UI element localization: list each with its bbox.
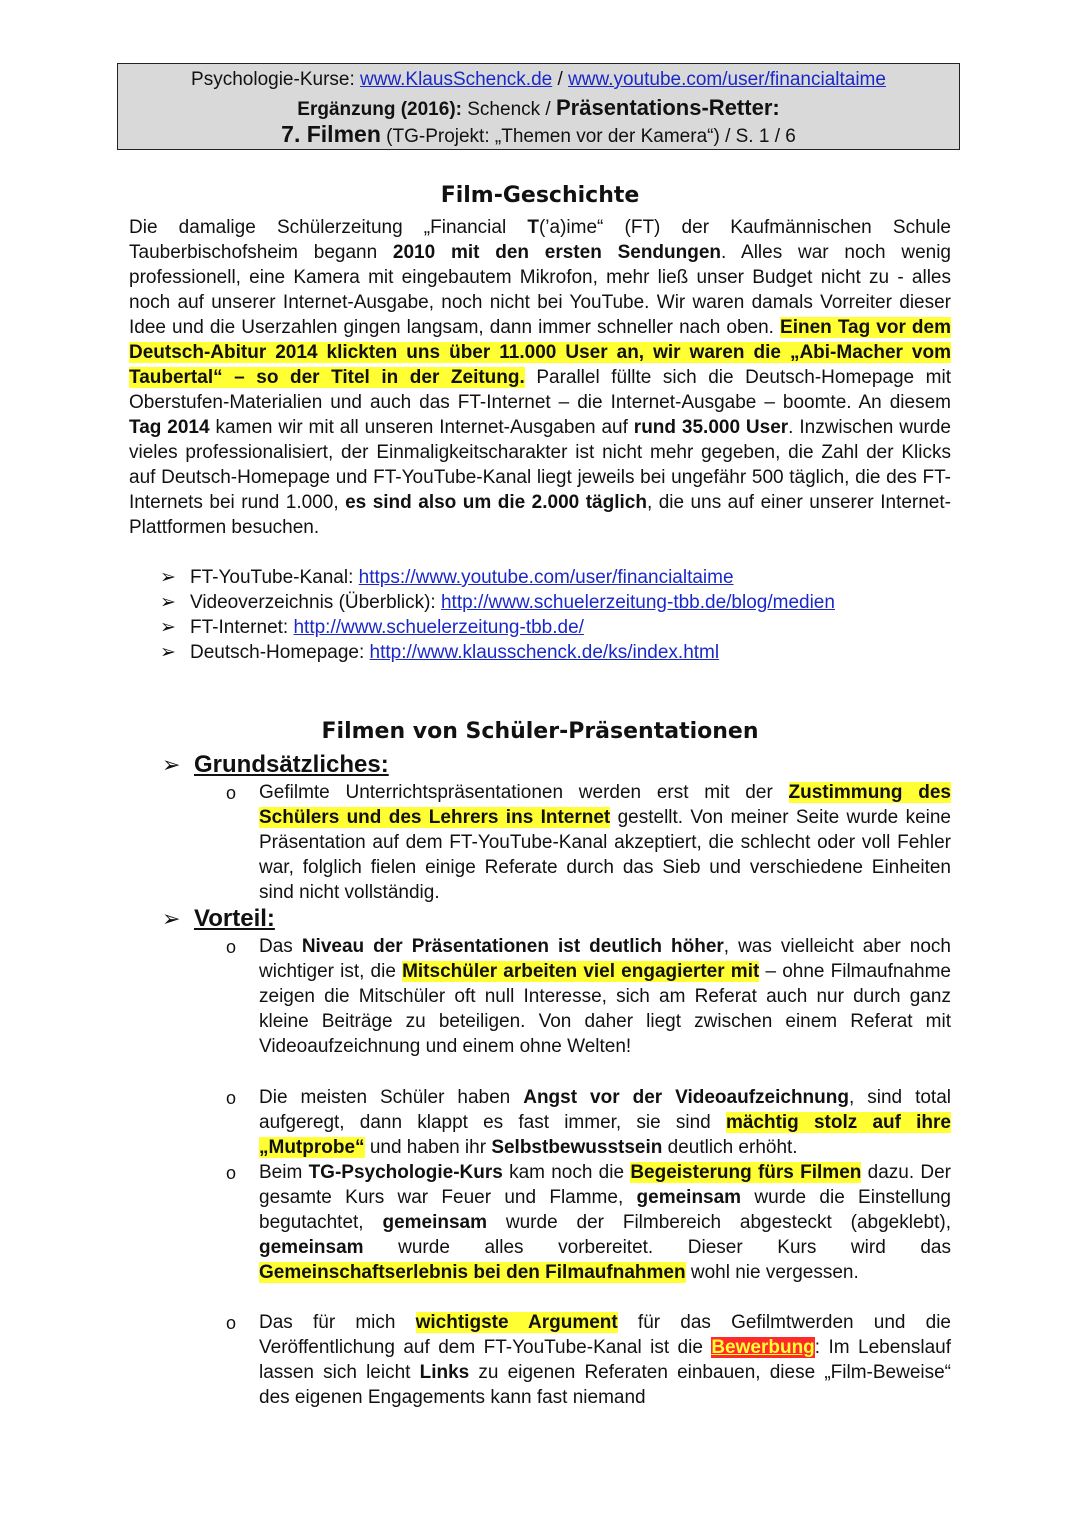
- header-line-2: [118, 95, 959, 121]
- circle-bullet-icon: o: [226, 937, 237, 957]
- circle-bullet-icon: o: [226, 1313, 237, 1333]
- header-author: Schenck /: [461, 99, 556, 120]
- arrow-bullet-icon: ➢: [160, 617, 176, 638]
- klausschenck-link[interactable]: www.KlausSchenck.de: [360, 69, 553, 90]
- arrow-bullet-icon: ➢: [160, 642, 176, 663]
- advantage-bullet-1: Das Niveau der Präsentationen ist deutlich höher, was vielleicht aber noch wichtiger ist, die Mitschüler arbeiten viel engagierter mit – ohne Filmaufnahme zeigen die Mitschüler oft null Interesse, sich am Referat auch nur durch ganz kleine Beiträge zu beteiligen. Von daher liegt zwischen einem Referat mit Videoaufzeichnung und einem ohne Welten!: [259, 936, 951, 1057]
- section-title-filming: Filmen von Schüler-Präsentationen: [321, 719, 759, 744]
- basics-bullet-1: Gefilmte Unterrichtspräsentationen werden erst mit der Zustimmung des Schülers und des Lehrers ins Internet gestellt. Von meiner Seite wurde keine Präsentation auf dem FT-YouTube-Kanal akzeptiert, die schlecht oder voll Fehler war, folglich fielen einige Referate durch das Sieb und verschiedene Einheiten sind nicht vollständig.: [259, 782, 951, 903]
- header-line-1: [118, 69, 959, 91]
- list-item: ➢ FT-Internet: http://www.schuelerzeitung-tbb.de/: [160, 617, 584, 638]
- header-chapter: 7. Filmen: [281, 121, 381, 147]
- video-directory-link[interactable]: http://www.schuelerzeitung-tbb.de/blog/medien: [440, 592, 835, 613]
- highlight-abi-makers: Einen Tag vor dem Deutsch-Abitur 2014 klickten uns über 11.000 User an, wir waren die „Abi-Macher vom Taubertal“ – so der Titel in der Zeitung.: [129, 317, 951, 388]
- highlight-application: Bewerbung: [711, 1337, 815, 1358]
- advantage-bullet-3: Beim TG-Psychologie-Kurs kam noch die Begeisterung fürs Filmen dazu. Der gesamte Kurs war Feuer und Flamme, gemeinsam wurde die Einstellung begutachtet, gemeinsam wurde der Filmbereich abgesteckt (abgeklebt), gemeinsam wurde alles vorbereitet. Dieser Kurs wird das Gemeinschaftserlebnis bei den Filmaufnahmen wohl nie vergessen.: [259, 1162, 951, 1283]
- section-title-film-history: Film-Geschichte: [440, 183, 640, 208]
- arrow-bullet-icon: ➢: [160, 592, 176, 613]
- circle-bullet-icon: o: [226, 783, 237, 803]
- header-line-3: [118, 121, 959, 148]
- youtube-channel-link[interactable]: www.youtube.com/user/financialtaime: [568, 69, 886, 90]
- deutsch-homepage-link[interactable]: http://www.klausschenck.de/ks/index.html: [369, 642, 720, 663]
- advantage-bullet-2: Die meisten Schüler haben Angst vor der Videoaufzeichnung, sind total aufgeregt, dann klappt es fast immer, sie sind mächtig stolz auf ihre „Mutprobe“ und haben ihr Selbstbewusstsein deutlich erhöht.: [259, 1087, 951, 1158]
- header-supplement: Ergänzung (2016):: [297, 99, 462, 120]
- list-item: ➢ FT-YouTube-Kanal: https://www.youtube.com/user/financialtaime: [160, 567, 734, 588]
- arrow-bullet-icon: ➢: [162, 906, 181, 931]
- list-item: ➢ Deutsch-Homepage: http://www.klausschenck.de/ks/index.html: [160, 642, 720, 663]
- header-separator: /: [552, 69, 569, 90]
- advantage-bullet-4: Das für mich wichtigste Argument für das Gefilmtwerden und die Veröffentlichung auf dem FT-YouTube-Kanal ist die Bewerbung: Im Lebenslauf lassen sich leicht Links zu eigenen Referaten einbauen, diese „Film-Beweise“ des eigenen Engagements kann fast niemand: [259, 1312, 951, 1408]
- list-item: ➢ Videoverzeichnis (Überblick): http://www.schuelerzeitung-tbb.de/blog/medien: [160, 592, 835, 613]
- subheading-advantage: ➢ Vorteil:: [162, 905, 275, 932]
- circle-bullet-icon: o: [226, 1163, 237, 1183]
- subheading-basics: ➢ Grundsätzliches:: [162, 751, 389, 778]
- header-project-page: (TG-Projekt: „Themen vor der Kamera“) / S. 1 / 6: [380, 126, 796, 147]
- header-series-title: Präsentations-Retter:: [555, 95, 780, 120]
- arrow-bullet-icon: ➢: [160, 567, 176, 588]
- circle-bullet-icon: o: [226, 1088, 237, 1108]
- page-header: [117, 63, 960, 150]
- film-history-paragraph: Die damalige Schülerzeitung „Financial T(’a)ime“ (FT) der Kaufmännischen Schule Tauberbischofsheim begann 2010 mit den ersten Sendungen. Alles war noch wenig professionell, eine Kamera mit eingebautem Mikrofon, mehr ließ unser Budget nicht zu - alles noch auf unserer Internet-Ausgabe, noch nicht bei YouTube. Wir waren damals Vorreiter dieser Idee und die Userzahlen gingen langsam, dann immer schneller nach oben. Einen Tag vor dem Deutsch-Abitur 2014 klickten uns über 11.000 User an, wir waren die „Abi-Macher vom Taubertal“ – so der Titel in der Zeitung. Parallel füllte sich die Deutsch-Homepage mit Oberstufen-Materialien und auch das FT-Internet – die Internet-Ausgabe – boomte. An diesem Tag 2014 kamen wir mit all unseren Internet-Ausgaben auf rund 35.000 User. Inzwischen wurde vieles professionalisiert, der Einmaligkeitscharakter ist nicht mehr gegeben, die Zahl der Klicks auf Deutsch-Homepage und FT-YouTube-Kanal liegt jeweils bei ungefähr 500 täglich, die des FT-Internets bei rund 1.000, es sind also um die 2.000 täglich, die uns auf einer unserer Internet-Plattformen besuchen.: [129, 217, 951, 538]
- arrow-bullet-icon: ➢: [162, 752, 181, 777]
- ft-youtube-link[interactable]: https://www.youtube.com/user/financialtaime: [358, 567, 734, 588]
- link-list: [160, 565, 835, 665]
- ft-internet-link[interactable]: http://www.schuelerzeitung-tbb.de/: [293, 617, 584, 638]
- header-label: Psychologie-Kurse:: [191, 69, 361, 90]
